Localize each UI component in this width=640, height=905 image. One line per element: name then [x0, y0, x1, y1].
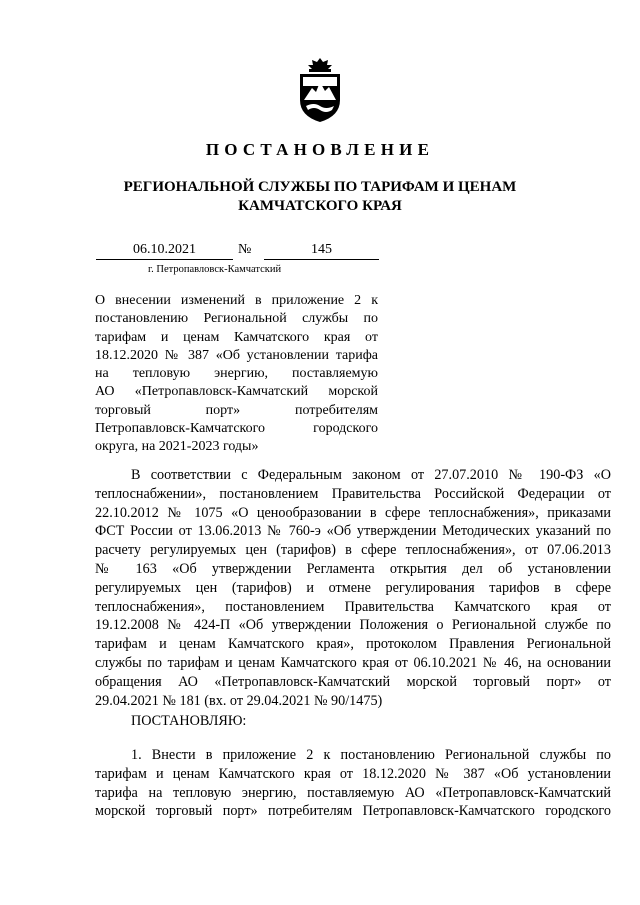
clause-1-paragraph [95, 746, 611, 821]
paragraph-line: морской торговый порт» потребителям Петропавловск-Камчатского городского [95, 803, 611, 820]
subject-line: 18.12.2020 № 387 «Об установлении тарифа [95, 347, 378, 363]
paragraph-line: теплоснабжения», постановлением Правительства Камчатского края от [95, 598, 611, 615]
paragraph-line: В соответствии с Федеральным законом от 27.07.2010 № 190-ФЗ «О [131, 467, 611, 483]
paragraph-line: ФСТ России от 13.06.2013 № 760-э «Об утверждении Методических указаний по [95, 523, 611, 540]
paragraph-line: 19.12.2008 № 424-П «Об утверждении Положения о Региональной службе по [95, 617, 611, 634]
number-sign: № [238, 242, 252, 257]
paragraph-line: теплоснабжении», постановлением Правительства Российской Федерации от [95, 485, 611, 502]
subject-line: торговый порт» потребителям [95, 402, 378, 418]
paragraph-line: 1. Внести в приложение 2 к постановлению Региональной службы по [131, 747, 611, 763]
date-number-line [96, 242, 379, 262]
paragraph-line: регулируемых цен (тарифов) и отмене регулирования тарифов в сфере [95, 579, 611, 596]
document-number: 145 [264, 242, 379, 260]
subject-line: тарифам и ценам Камчатского края от [95, 329, 378, 345]
paragraph-line: 22.10.2012 № 1075 «О ценообразовании в сфере теплоснабжения», приказами [95, 504, 611, 521]
org-line: КАМЧАТСКОГО КРАЯ [238, 198, 402, 214]
paragraph-line: службы по тарифам и ценам Камчатского края от 06.10.2021 № 46, на основании [95, 654, 611, 671]
paragraph-line: тарифа на тепловую энергию, поставляемую АО «Петропавловск-Камчатский [95, 784, 611, 801]
paragraph-line: обращения АО «Петропавловск-Камчатский морской торговый порт» от [95, 673, 611, 690]
subject-line: постановлению Региональной службы по [95, 311, 378, 327]
subject-line: АО «Петропавловск-Камчатский морской [95, 384, 378, 400]
subject-line: на тепловую энергию, поставляемую [95, 366, 378, 382]
preamble-paragraph [95, 466, 611, 710]
paragraph-line: расчету регулируемых цен (тарифов) в сфере теплоснабжения», от 07.06.2013 [95, 542, 611, 559]
paragraph-line: № 163 «Об утверждении Регламента открытия дел об установлении [95, 560, 611, 577]
paragraph-line: тарифам и ценам Камчатского края», протоколом Правления Региональной [95, 636, 611, 653]
document-title: ПОСТАНОВЛЕНИЕ [205, 140, 435, 159]
decree-word [95, 712, 611, 731]
org-line: РЕГИОНАЛЬНОЙ СЛУЖБЫ ПО ТАРИФАМ И ЦЕНАМ [123, 179, 517, 195]
document-date: 06.10.2021 [96, 242, 233, 260]
document-place: г. Петропавловск-Камчатский [148, 264, 282, 275]
kamchatka-coat-of-arms-icon [294, 56, 346, 124]
organization-name [0, 178, 640, 216]
subject-line: округа, на 2021-2023 годы» [95, 439, 259, 455]
document-subject [95, 292, 378, 457]
subject-line: О внесении изменений в приложение 2 к [95, 293, 378, 308]
paragraph-line: тарифам и ценам Камчатского края от 18.12.2020 № 387 «Об установлении [95, 765, 611, 782]
paragraph-line: 29.04.2021 № 181 (вх. от 29.04.2021 № 90/1475) [95, 692, 383, 709]
subject-line: Петропавловск-Камчатского городского [95, 421, 378, 437]
paragraph-line: ПОСТАНОВЛЯЮ: [131, 713, 247, 729]
